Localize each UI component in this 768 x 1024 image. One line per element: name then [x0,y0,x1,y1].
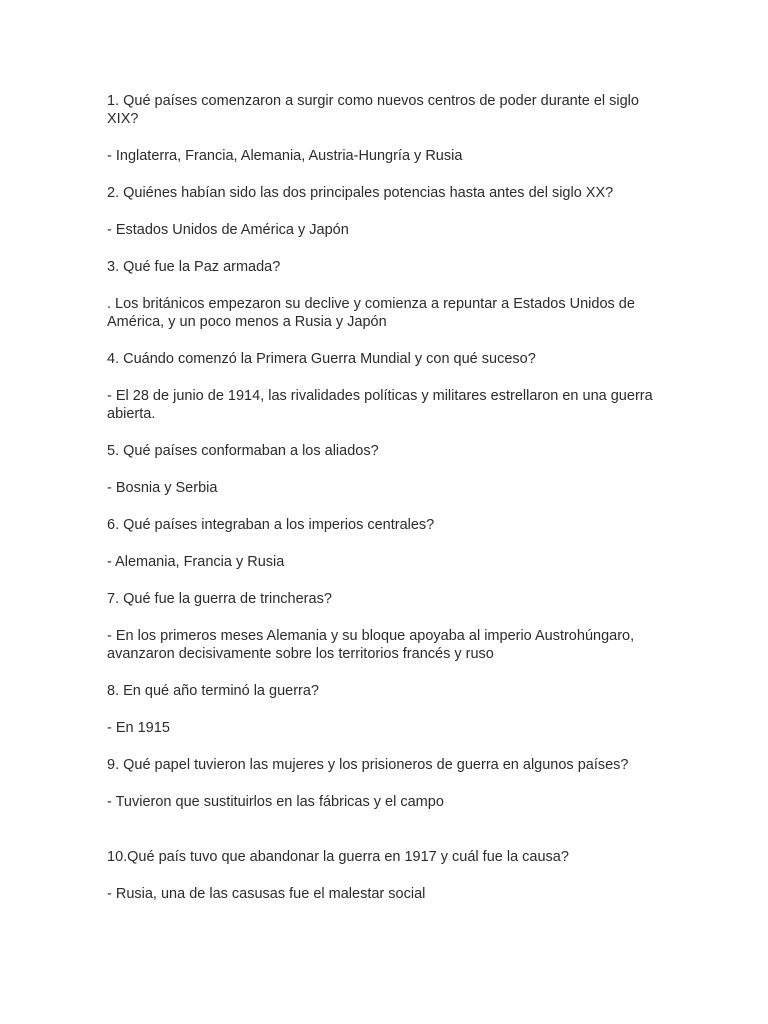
answer-10: - Rusia, una de las casusas fue el malestar social [107,886,426,902]
question-8: 8. En qué año terminó la guerra? [107,683,319,699]
question-2: 2. Quiénes habían sido las dos principales potencias hasta antes del siglo XX? [107,185,614,201]
answer-8: - En 1915 [107,720,170,736]
document-page [107,92,667,903]
answer-3: . Los británicos empezaron su declive y comienza a repuntar a Estados Unidos de América, y un poco menos a Rusia y Japón [107,296,635,330]
question-4: 4. Cuándo comenzó la Primera Guerra Mundial y con qué suceso? [107,351,536,367]
answer-6: - Alemania, Francia y Rusia [107,554,285,570]
question-10: 10.Qué país tuvo que abandonar la guerra en 1917 y cuál fue la causa? [107,849,569,865]
question-7: 7. Qué fue la guerra de trincheras? [107,591,332,607]
question-5: 5. Qué países conformaban a los aliados? [107,443,379,459]
answer-4: - El 28 de junio de 1914, las rivalidades políticas y militares estrellaron en una guerra abierta. [107,388,653,422]
answer-9: - Tuvieron que sustituirlos en las fábricas y el campo [107,794,444,810]
answer-7: - En los primeros meses Alemania y su bloque apoyaba al imperio Austrohúngaro, avanzaron decisivamente sobre los territorios francés y ruso [107,628,635,662]
answer-5: - Bosnia y Serbia [107,480,218,496]
question-9: 9. Qué papel tuvieron las mujeres y los prisioneros de guerra en algunos países? [107,757,629,773]
answer-2: - Estados Unidos de América y Japón [107,222,349,238]
question-6: 6. Qué países integraban a los imperios centrales? [107,517,435,533]
question-3: 3. Qué fue la Paz armada? [107,259,281,275]
answer-1: - Inglaterra, Francia, Alemania, Austria-Hungría y Rusia [107,148,463,164]
question-1: 1. Qué países comenzaron a surgir como nuevos centros de poder durante el siglo XIX? [107,93,639,127]
